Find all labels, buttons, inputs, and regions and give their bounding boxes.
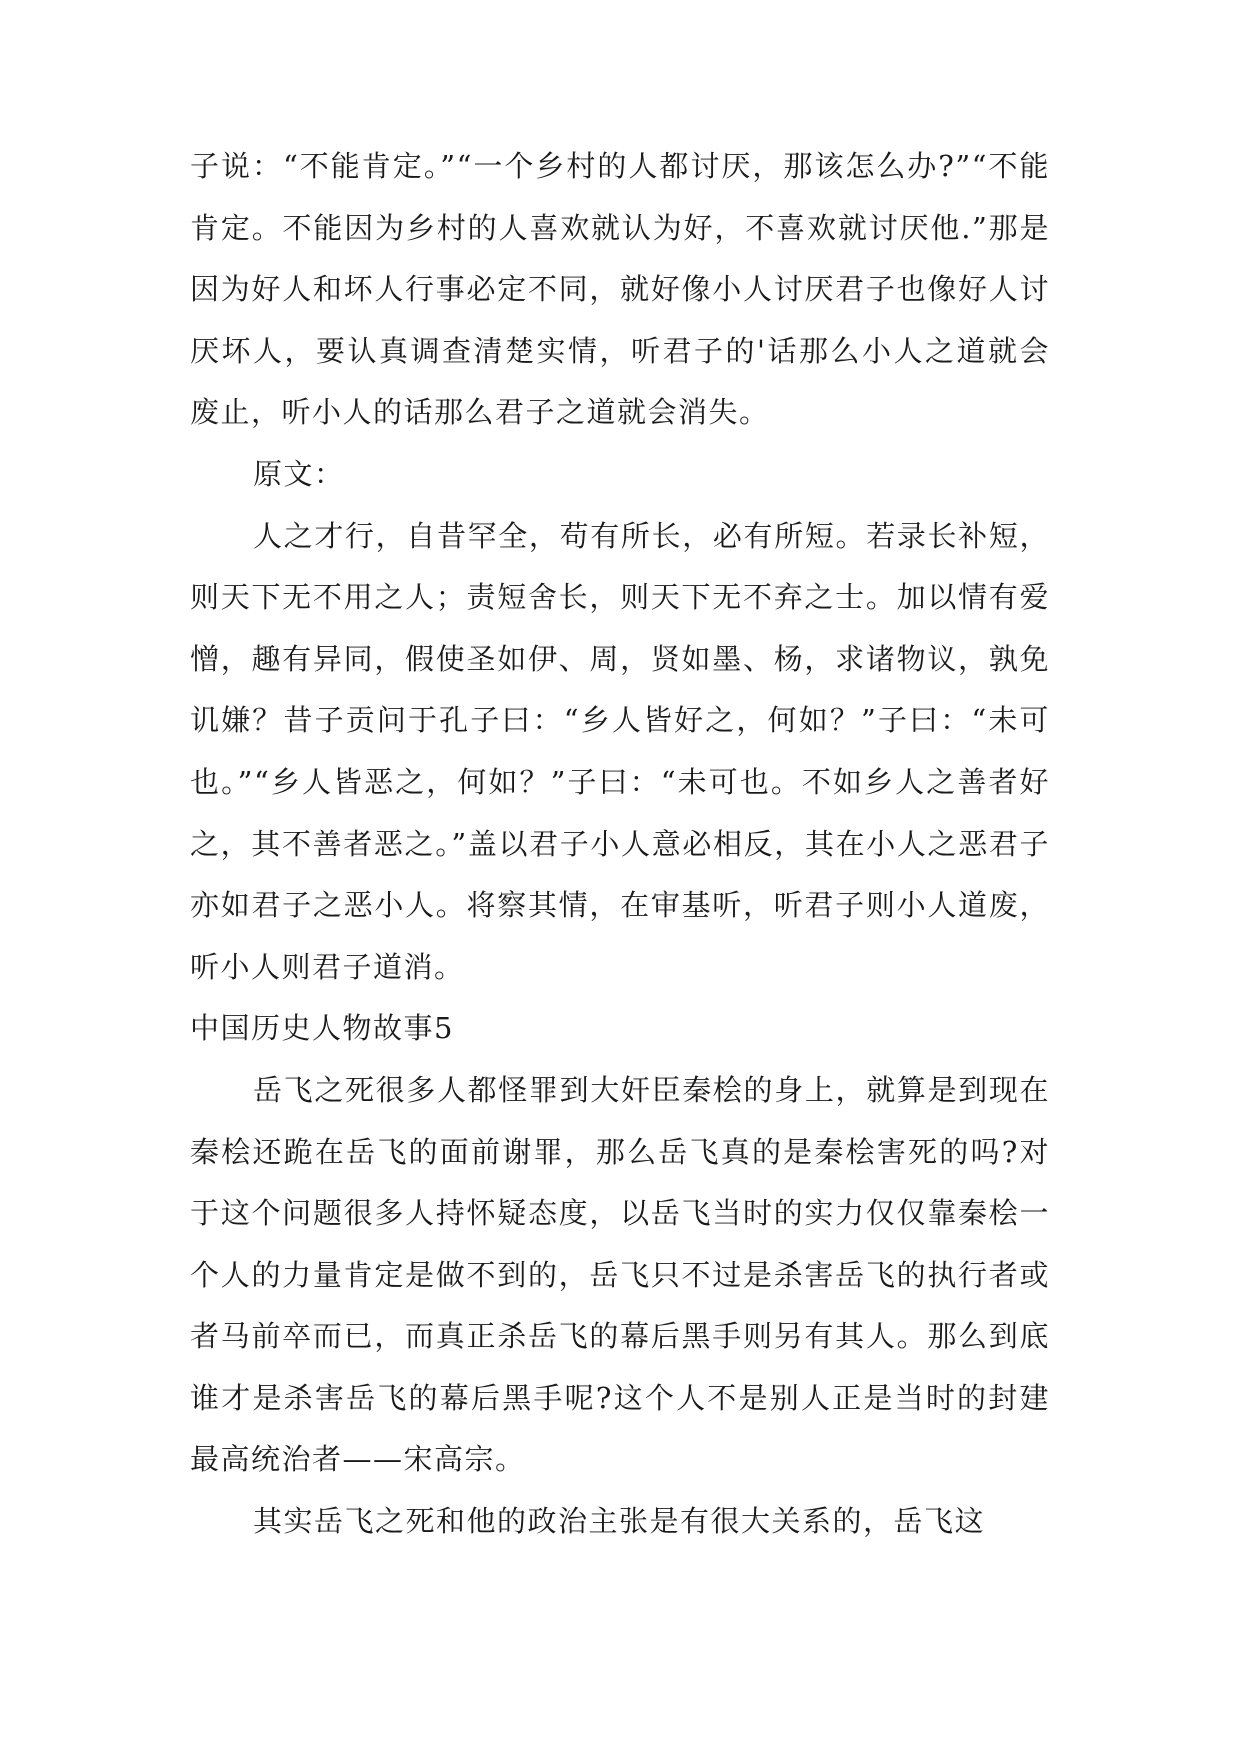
paragraph-original-label: 原文： bbox=[253, 456, 345, 491]
section-heading: 中国历史人物故事5 bbox=[190, 1011, 454, 1046]
paragraph-yuefei-1: 岳飞之死很多人都怪罪到大奸臣秦桧的身上，就算是到现在秦桧还跪在岳飞的面前谢罪，那么岳飞真的是秦桧害死的吗?对于这个问题很多人持怀疑态度，以岳飞当时的实力仅仅靠秦桧一个人的力量肯定是做不到的，岳飞只不过是杀害岳飞的执行者或者马前卒而已，而真正杀岳飞的幕后黑手则另有其人。那么到底谁才是杀害岳飞的幕后黑手呢?这个人不是别人正是当时的封建最高统治者——宋高宗。 bbox=[190, 1072, 1050, 1477]
paragraph-original-text: 人之才行，自昔罕全，苟有所长，必有所短。若录长补短，则天下无不用之人；责短舍长，则天下无不弃之士。加以情有爱憎，趣有异同，假使圣如伊、周，贤如墨、杨，求诸物议，孰免讥嫌？昔子贡问于孔子曰：“乡人皆好之，何如？”子曰：“未可也。”“乡人皆恶之，何如？”子曰：“未可也。不如乡人之善者好之，其不善者恶之。”盖以君子小人意必相反，其在小人之恶君子亦如君子之恶小人。将察其情，在审基听，听君子则小人道废，听小人则君子道消。 bbox=[190, 518, 1050, 984]
document-body bbox=[190, 136, 1050, 1553]
paragraph-yuefei-2: 其实岳飞之死和他的政治主张是有很大关系的，岳飞这 bbox=[253, 1504, 986, 1539]
paragraph-translation: 子说：“不能肯定。”“一个乡村的人都讨厌，那该怎么办?”“不能肯定。不能因为乡村的人喜欢就认为好，不喜欢就讨厌他.”那是因为好人和坏人行事必定不同，就好像小人讨厌君子也像好人讨厌坏人，要认真调查清楚实情，听君子的'话那么小人之道就会废止，听小人的话那么君子之道就会消失。 bbox=[190, 149, 1050, 430]
